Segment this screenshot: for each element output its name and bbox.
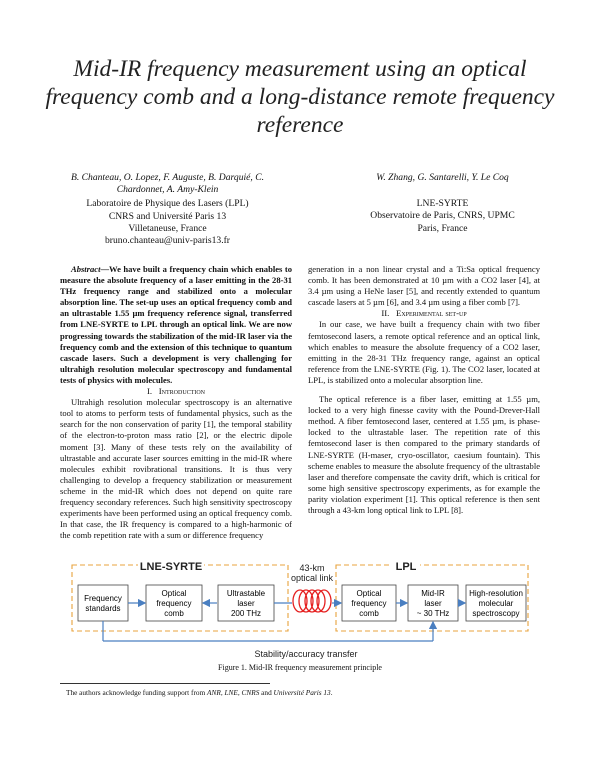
intro-paragraph: Ultrahigh resolution molecular spectroscopy is an alternative tool to atoms to perform tests of fundamental physics, such as the search for the non conservation of parity [1], the temporal stability of the electron-to-proton mass ratio [2], or the electric dipole moment [3]. Many of these tests rely on the availability of ultrastable and accurate laser sources emitting in the mid-IR where molecules exhibit rovibrational transitions. It is thus very challenging to develop a frequency stabilization or measurement scheme in the mid-IR which does not depend on quite rare frequency secondary references. Such high sensitivity spectroscopy experiments have been performed using an optical frequency comb. In that case, the IR frequency is compared to a high-harmonic of the comb repetition rate with a sum or difference frequency: [60, 397, 292, 541]
box-label: Optical: [356, 589, 382, 598]
box-label: comb: [164, 609, 184, 618]
section-title: Experimental set-up: [395, 308, 467, 319]
link-label: 43-km: [299, 563, 325, 573]
author-email: bruno.chanteau@univ-paris13.fr: [105, 235, 230, 247]
box-label: standards: [85, 604, 121, 613]
figure-caption: Figure 1. Mid-IR frequency measurement principle: [218, 663, 382, 672]
affiliation: LNE-SYRTE: [416, 198, 469, 210]
author-names: B. Chanteau, O. Lopez, F. Auguste, B. Darquié, C.: [70, 172, 265, 183]
box-label: Ultrastable: [226, 589, 266, 598]
box-label: spectroscopy: [472, 609, 520, 618]
label-lne-syrte: LNE-SYRTE: [139, 561, 203, 573]
abstract: [60, 264, 292, 386]
affiliation: CNRS and Université Paris 13: [108, 210, 227, 222]
box-label: laser: [424, 599, 442, 608]
section-heading-introduction: [60, 386, 292, 397]
box-label: molecular: [478, 599, 514, 608]
author-block-right: [330, 172, 555, 235]
box-label: Optical: [161, 589, 187, 598]
section-number: II.: [381, 308, 390, 319]
footnote: [66, 688, 333, 697]
section-heading-setup: [308, 308, 540, 319]
setup-paragraph-2: The optical reference is a fiber laser, emitting at 1.55 µm, locked to a very high finesse cavity with the Pound-Drever-Hall method. A fiber femtosecond laser, centered at 1.55 µm, is phase-locked to the ultrastable laser. The repetition rate of this femtosecond laser is then compared to the primary standards of LNE-SYRTE (H-maser, cryo-oscillator, caesium fountain). This scheme enables to measure the absolute frequency of the ultrastable laser and therefore compensate the cavity drift, which is critical for some high sensitive spectroscopy experiments, as for example the parity violation experiment [1]. This optical reference is then sent through a 43-km long optical link to LPL [8].: [308, 394, 540, 515]
box-label: Mid-IR: [421, 589, 445, 598]
section-number: I.: [146, 386, 153, 397]
author-block-left: [40, 172, 295, 247]
box-label: laser: [237, 599, 255, 608]
box-label: Frequency: [84, 594, 122, 603]
footnote-text: and: [259, 688, 274, 697]
affiliation: Observatoire de Paris, CNRS, UPMC: [370, 210, 515, 222]
transfer-label: Stability/accuracy transfer: [254, 649, 358, 659]
footnote-rule: [60, 683, 270, 684]
footnote-text: The authors acknowledge funding support from: [66, 688, 208, 697]
link-label: optical link: [290, 573, 334, 583]
right-top-paragraph: generation in a non linear crystal and a Ti:Sa optical frequency comb. It has been demonstrated at 10 µm with a CO2 laser [4], at 3.4 µm using a HeNe laser [5], and recently extended to quantum cascade lasers at 5 µm [6], and 3.4 µm using a fiber comb [7].: [308, 264, 540, 308]
section-title: Introduction: [158, 386, 205, 397]
box-frequency-standards: [78, 585, 128, 621]
box-label: comb: [359, 609, 379, 618]
paper-title: Mid-IR frequency measurement using an optical frequency comb and a long-distance remote frequency reference: [45, 56, 555, 138]
footnote-text: Université Paris 13: [273, 688, 331, 697]
box-label: frequency: [351, 599, 387, 608]
label-lpl: LPL: [395, 561, 417, 573]
author-names: W. Zhang, G. Santarelli, Y. Le Coq: [376, 172, 509, 183]
affiliation: Paris, France: [417, 222, 468, 234]
footnote-text: ANR, LNE, CNRS: [207, 688, 260, 697]
box-label: High-resolution: [469, 589, 523, 598]
right-column: [308, 264, 540, 516]
fiber-coil-icon: [293, 590, 331, 612]
abstract-text: —We have built a frequency chain which enables to measure the absolute frequency of a laser emitting in the 28-31 THz frequency range and stabilized onto a molecular absorption line. The set-up uses an optical frequency comb and an ultrastable 1.55 µm frequency reference signal, transferred from LNE-SYRTE to LPL through an optical link. We are now progressing towards the stabilization of the mid-IR laser via the frequency comb and the extension of this technique to quantum cascade lasers. Such a development is very challenging for ultrahigh resolution molecular spectroscopy and fundamental tests of physics with molecules.: [60, 264, 292, 385]
left-column: [60, 264, 292, 541]
footnote-text: .: [330, 688, 333, 697]
box-label: 200 THz: [230, 609, 262, 618]
author-names: Chardonnet, A. Amy-Klein: [116, 184, 219, 196]
figure-1-diagram: [70, 561, 530, 661]
box-label: frequency: [156, 599, 192, 608]
abstract-label: Abstract: [71, 264, 101, 274]
affiliation: Villetaneuse, France: [128, 222, 207, 234]
setup-paragraph-1: In our case, we have built a frequency chain with two fiber femtosecond lasers, a remote optical reference and an optical link, which enables to measure the absolute frequency of a CO2 laser, emitting in the 28-31 THz frequency range, against an optical reference from the LNE-SYRTE (Fig. 1). The CO2 laser, located at LPL, is stabilized onto a molecular absorption line.: [308, 319, 540, 385]
box-label: ~ 30 THz: [416, 609, 450, 618]
affiliation: Laboratoire de Physique des Lasers (LPL): [86, 198, 249, 210]
